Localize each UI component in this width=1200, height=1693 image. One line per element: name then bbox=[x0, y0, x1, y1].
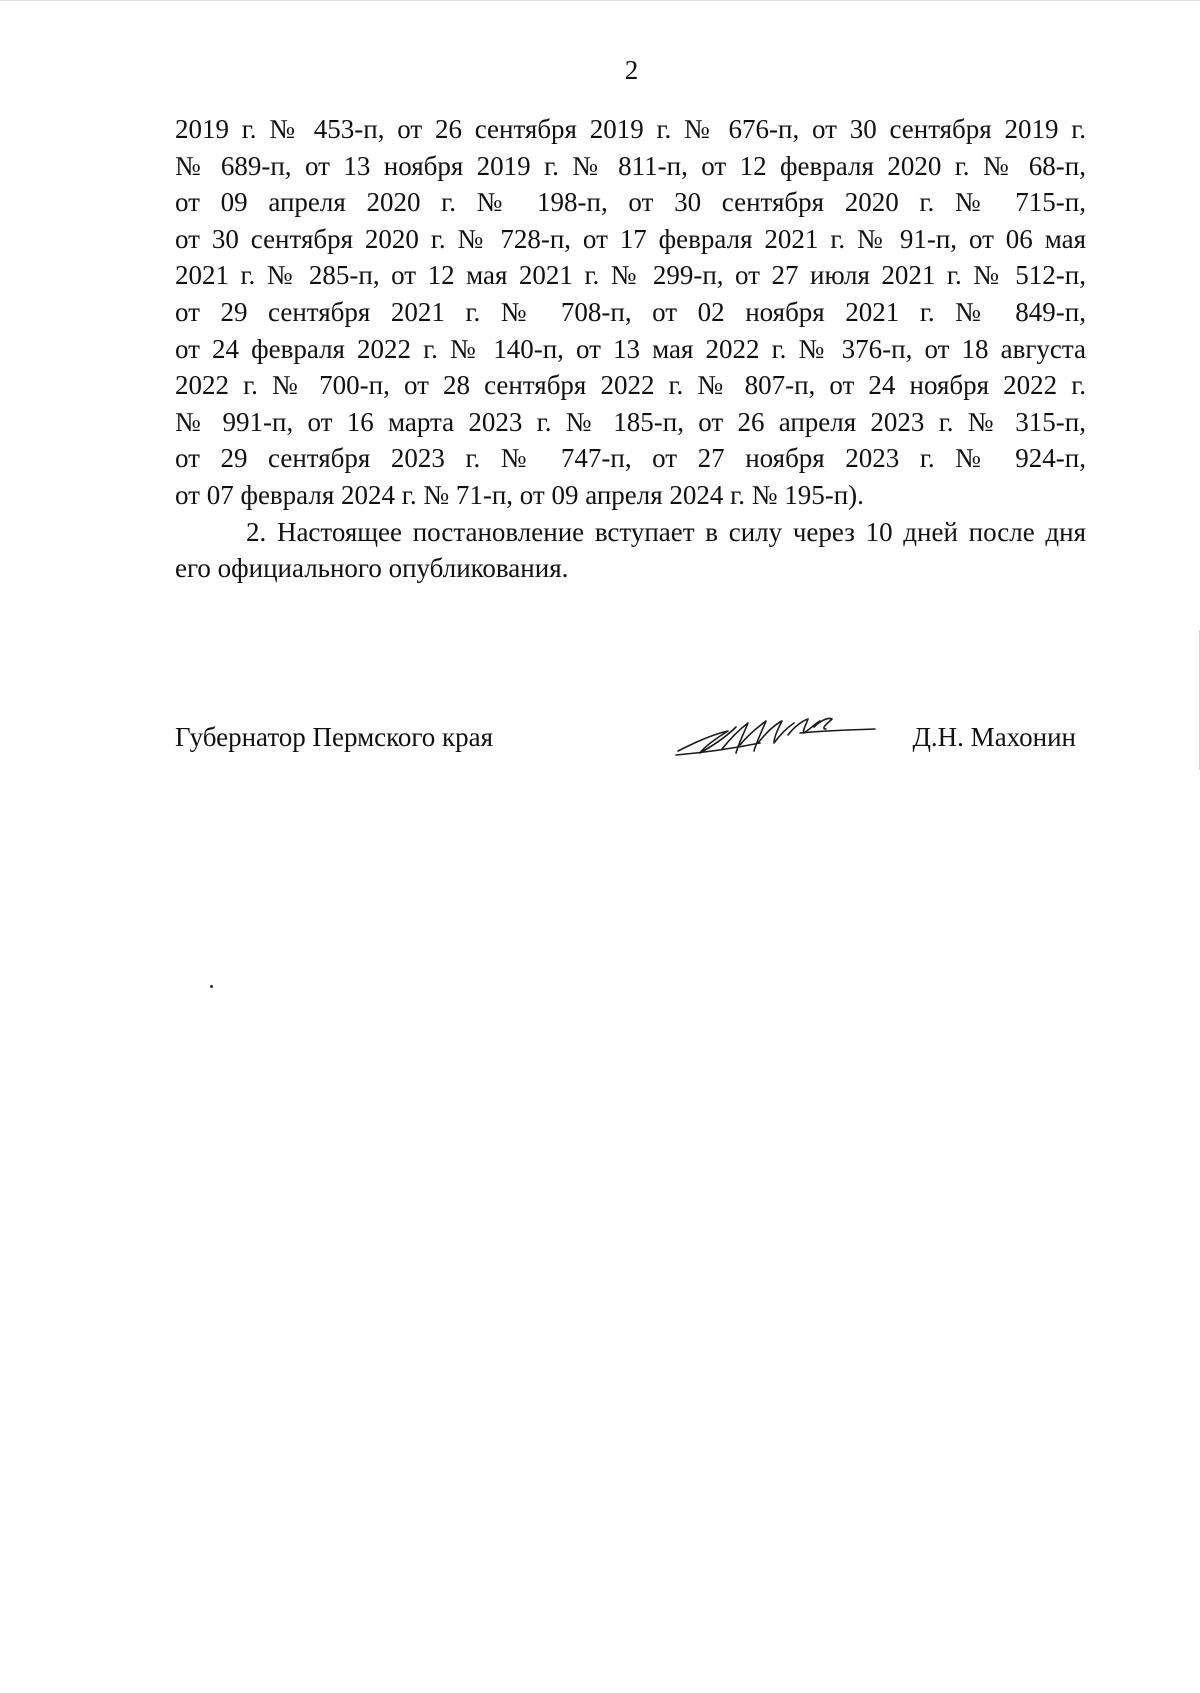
text-line: от 29 сентября 2023 г. № 747-п, от 27 ноября 2023 г. № 924-п, bbox=[175, 443, 1086, 474]
handwritten-signature bbox=[670, 705, 880, 765]
text-line: от 07 февраля 2024 г. № 71-п, от 09 апреля 2024 г. № 195-п). bbox=[175, 479, 864, 510]
signatory-name: Д.Н. Махонин bbox=[912, 722, 1076, 752]
text-line: № 689-п, от 13 ноября 2019 г. № 811-п, от 12 февраля 2020 г. № 68-п, bbox=[175, 150, 1086, 181]
text-line: от 09 апреля 2020 г. № 198-п, от 30 сентября 2020 г. № 715-п, bbox=[175, 187, 1086, 218]
paragraph-references-list bbox=[175, 111, 1086, 514]
signature-block bbox=[175, 719, 1086, 769]
page-number: 2 bbox=[624, 55, 639, 85]
text-line: от 24 февраля 2022 г. № 140-п, от 13 мая 2022 г. № 376-п, от 18 августа bbox=[175, 333, 1086, 364]
text-line: 2019 г. № 453-п, от 26 сентября 2019 г. № 676-п, от 30 сентября 2019 г. bbox=[175, 114, 1086, 144]
text-line: № 991-п, от 16 марта 2023 г. № 185-п, от 26 апреля 2023 г. № 315-п, bbox=[175, 406, 1086, 437]
text-line: его официального опубликования. bbox=[175, 553, 569, 584]
scan-speck bbox=[210, 985, 213, 988]
text-line: от 30 сентября 2020 г. № 728-п, от 17 февраля 2021 г. № 91-п, от 06 мая bbox=[175, 223, 1086, 254]
text-line: от 29 сентября 2021 г. № 708-п, от 02 ноября 2021 г. № 849-п, bbox=[175, 296, 1086, 327]
signatory-position: Губернатор Пермского края bbox=[175, 722, 494, 752]
paragraph-effective-date bbox=[175, 514, 1086, 587]
text-line: 2021 г. № 285-п, от 12 мая 2021 г. № 299-п, от 27 июля 2021 г. № 512-п, bbox=[175, 260, 1086, 291]
scan-edge-top bbox=[0, 0, 1200, 1]
text-line: 2022 г. № 700-п, от 28 сентября 2022 г. № 807-п, от 24 ноября 2022 г. bbox=[175, 370, 1086, 401]
document-body bbox=[175, 111, 1086, 587]
text-line: 2. Настоящее постановление вступает в силу через 10 дней после дня bbox=[246, 516, 1086, 547]
